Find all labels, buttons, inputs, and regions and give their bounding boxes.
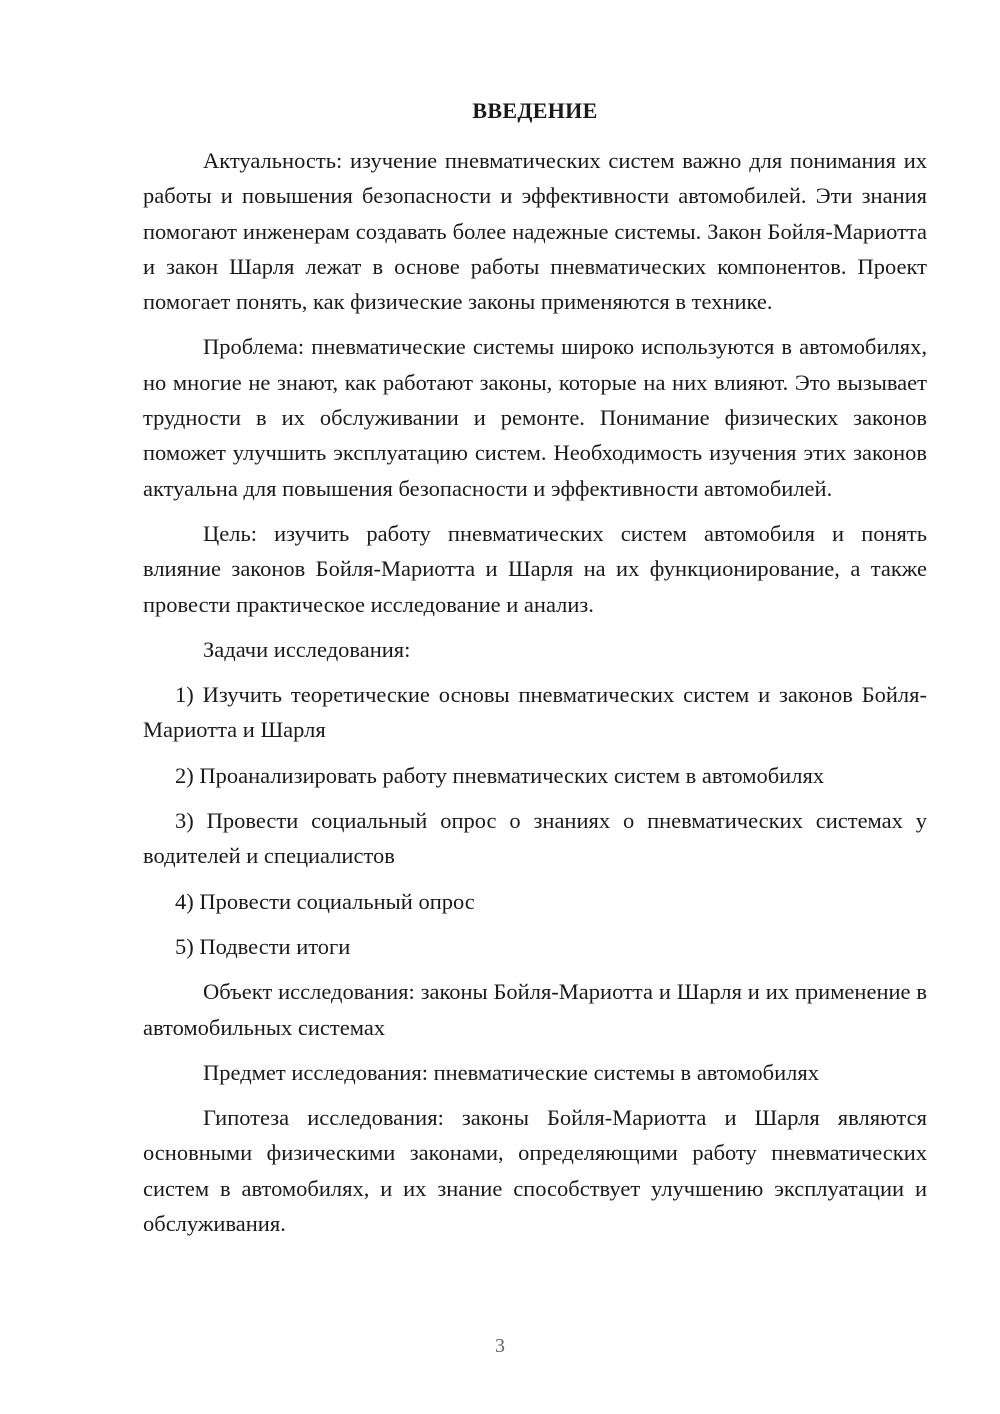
page-title: ВВЕДЕНИЕ — [472, 98, 598, 123]
document-body — [143, 143, 927, 1251]
task-item-4: 4) Провести социальный опрос — [175, 888, 475, 914]
paragraph-object: Объект исследования: законы Бойля-Мариотта и Шарля и их применение в автомобильных системах — [143, 979, 927, 1040]
paragraph-relevance: Актуальность: изучение пневматических систем важно для понимания их работы и повышения безопасности и эффективности автомобилей. Эти знания помогают инженерам создавать более надежные системы. Закон Бойля-Мариотта и закон Шарля лежат в основе работы пневматических компонентов. Проект помогает понять, как физические законы применяются в технике. — [143, 148, 927, 315]
page-number: 3 — [495, 1335, 505, 1357]
task-item-5: 5) Подвести итоги — [175, 933, 351, 959]
paragraph-tasks-heading: Задачи исследования: — [203, 636, 411, 662]
paragraph-hypothesis: Гипотеза исследования: законы Бойля-Мариотта и Шарля являются основными физическими законами, определяющими работу пневматических систем в автомобилях, и их знание способствует улучшению эксплуатации и обслуживания. — [143, 1105, 927, 1237]
paragraph-goal: Цель: изучить работу пневматических систем автомобиля и понять влияние законов Бойля-Мариотта и Шарля на их функционирование, а также провести практическое исследование и анализ. — [143, 520, 927, 617]
paragraph-problem: Проблема: пневматические системы широко используются в автомобилях, но многие не знают, как работают законы, которые на них влияют. Это вызывает трудности в их обслуживании и ремонте. Понимание физических законов поможет улучшить эксплуатацию систем. Необходимость изучения этих законов актуальна для повышения безопасности и эффективности автомобилей. — [143, 334, 927, 501]
task-item-3: 3) Провести социальный опрос о знаниях о пневматических системах у водителей и специалистов — [143, 808, 927, 869]
task-item-1: 1) Изучить теоретические основы пневматических систем и законов Бойля-Мариотта и Шарля — [143, 682, 927, 743]
task-item-2: 2) Проанализировать работу пневматических систем в автомобилях — [175, 762, 825, 788]
paragraph-subject: Предмет исследования: пневматические системы в автомобилях — [203, 1059, 819, 1085]
